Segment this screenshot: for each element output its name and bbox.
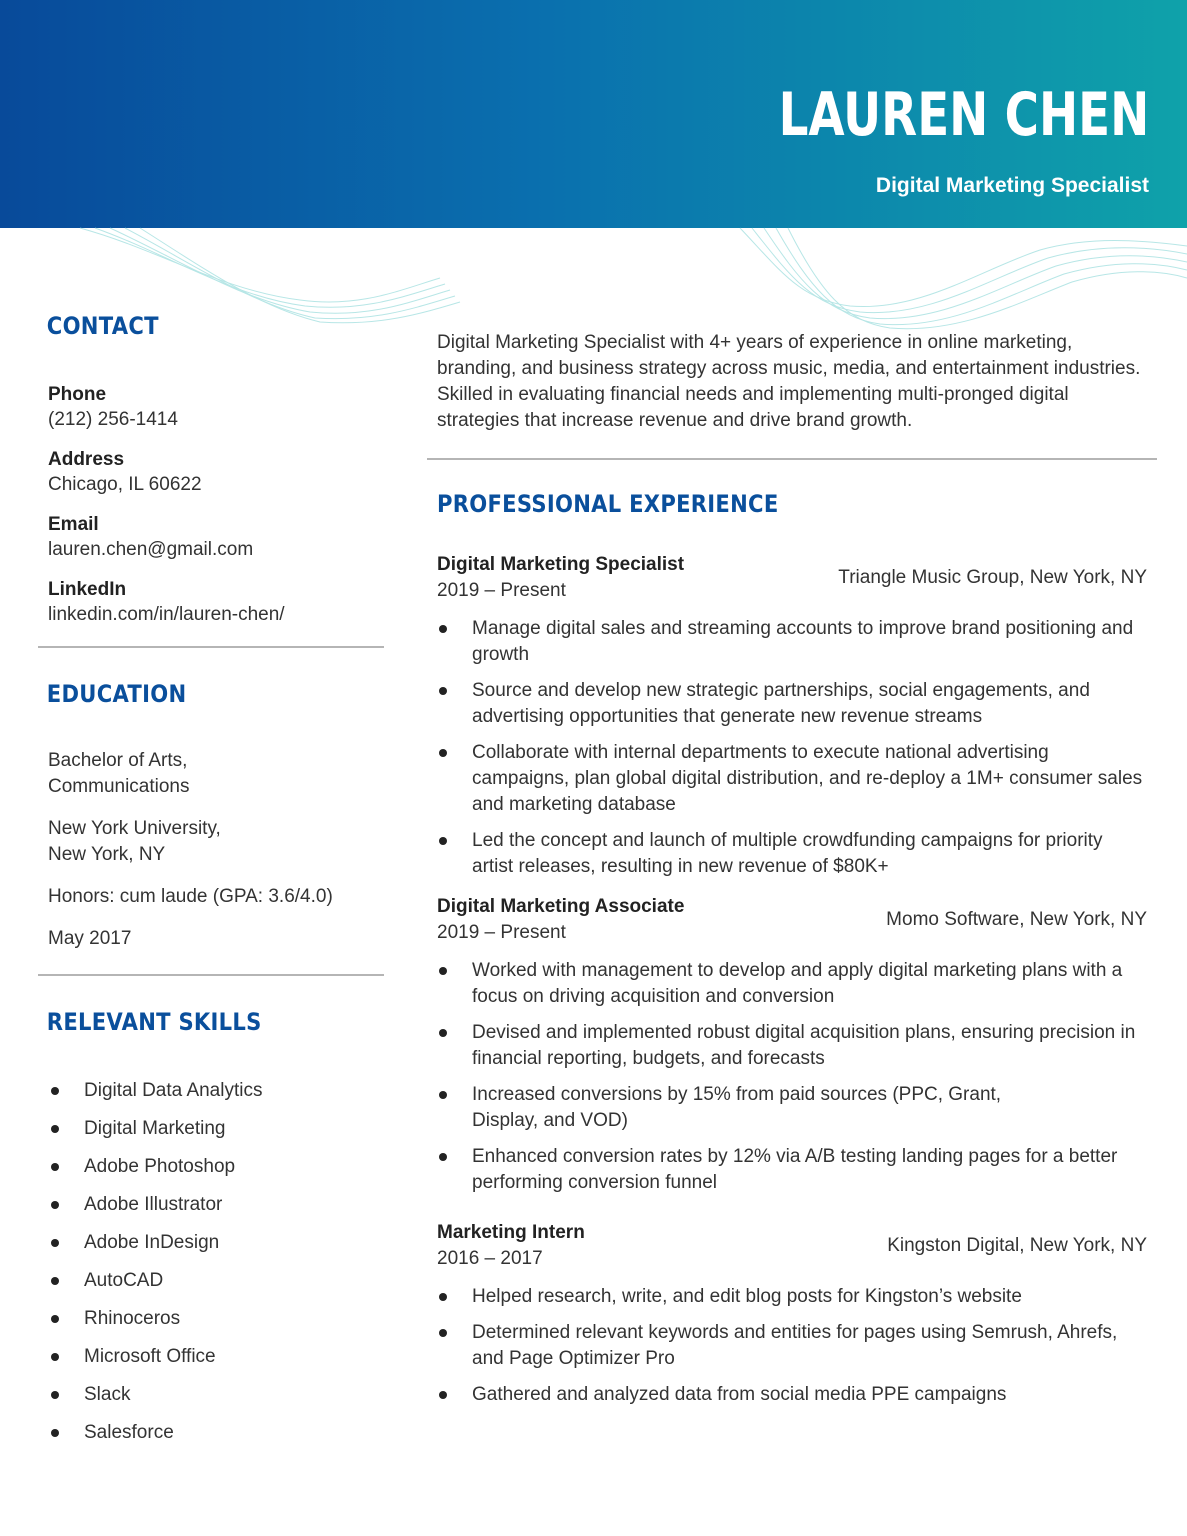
divider [38,974,384,976]
address-value: Chicago, IL 60622 [48,474,202,495]
divider [427,458,1157,460]
job-bullets [437,1284,1147,1408]
skill-item: Salesforce [48,1420,384,1446]
skill-item: Digital Data Analytics [48,1078,384,1104]
skill-item: Rhinoceros [48,1306,384,1332]
right-column [427,330,1157,1418]
job-company: Momo Software, New York, NY [886,909,1147,930]
skill-item: Microsoft Office [48,1344,384,1370]
linkedin-label: LinkedIn [48,579,127,600]
contact-phone [48,382,384,433]
divider [38,646,384,648]
job-bullet: Enhanced conversion rates by 12% via A/B testing landing pages for a better performing conversion funnel [437,1144,1147,1196]
job-bullets [437,616,1147,880]
job-entry [437,1220,1147,1408]
education-school: New York University, New York, NY [48,818,221,865]
education-honors: Honors: cum laude (GPA: 3.6/4.0) [48,886,333,907]
job-bullet: Gathered and analyzed data from social media PPE campaigns [437,1382,1147,1408]
job-bullet: Determined relevant keywords and entities for pages using Semrush, Ahrefs, and Page Optimizer Pro [437,1320,1147,1372]
education-date: May 2017 [48,928,132,949]
job-bullet: Source and develop new strategic partnerships, social engagements, and advertising opportunities that generate new revenue streams [437,678,1147,730]
contact-address [48,447,384,498]
job-bullet: Devised and implemented robust digital acquisition plans, ensuring precision in financial reporting, budgets, and forecasts [437,1020,1147,1072]
education-heading: EDUCATION [46,680,187,708]
email-value[interactable]: lauren.chen@gmail.com [48,539,254,560]
job-entry [437,552,1147,880]
job-bullet: Increased conversions by 15% from paid sources (PPC, Grant, Display, and VOD) [437,1082,1032,1134]
education-degree: Bachelor of Arts, Communications [48,750,190,797]
job-header [437,1220,1147,1274]
job-company: Kingston Digital, New York, NY [887,1235,1147,1256]
summary-paragraph: Digital Marketing Specialist with 4+ years of experience in online marketing, branding, and business strategy across music, media, and entertainment industries. Skilled in evaluating financial needs and implementing multi-pronged digital strategies that increase revenue and drive brand growth. [437,332,1141,431]
job-company: Triangle Music Group, New York, NY [838,567,1147,588]
job-bullet: Worked with management to develop and apply digital marketing plans with a focus on driving acquisition and conversion [437,958,1147,1010]
job-title: Digital Marketing Specialist [437,554,685,575]
job-header [437,552,1147,606]
contact-list [38,382,384,628]
job-entry [437,894,1147,1196]
job-bullet: Led the concept and launch of multiple crowdfunding campaigns for priority artist releases, resulting in new revenue of $80K+ [437,828,1147,880]
phone-label: Phone [48,384,107,405]
job-bullet: Manage digital sales and streaming accounts to improve brand positioning and growth [437,616,1147,668]
job-bullet: Collaborate with internal departments to execute national advertising campaigns, plan global digital distribution, and re-deploy a 1M+ consumer sales and marketing database [437,740,1147,818]
job-dates: 2019 – Present [437,922,566,943]
job-header [437,894,1147,948]
skill-item: Adobe Illustrator [48,1192,384,1218]
skill-item: Adobe Photoshop [48,1154,384,1180]
skill-item: Digital Marketing [48,1116,384,1142]
job-dates: 2019 – Present [437,580,566,601]
job-bullets [437,958,1147,1196]
linkedin-value[interactable]: linkedin.com/in/lauren-chen/ [48,604,285,625]
candidate-name: LAUREN CHEN [778,80,1149,150]
experience-heading: PROFESSIONAL EXPERIENCE [437,490,779,518]
job-title: Digital Marketing Associate [437,896,685,917]
phone-value: (212) 256-1414 [48,409,178,430]
job-bullet: Helped research, write, and edit blog posts for Kingston’s website [437,1284,1147,1310]
skills-heading: RELEVANT SKILLS [46,1008,262,1036]
candidate-title: Digital Marketing Specialist [875,174,1149,197]
education-block [38,748,384,952]
contact-heading: CONTACT [46,312,159,340]
skill-item: AutoCAD [48,1268,384,1294]
skill-item: Slack [48,1382,384,1408]
email-label: Email [48,514,99,535]
decorative-waves [0,0,1187,330]
job-title: Marketing Intern [437,1222,585,1243]
address-label: Address [48,449,125,470]
skills-list [38,1078,384,1446]
skill-item: Adobe InDesign [48,1230,384,1256]
left-column [38,312,384,1458]
contact-email [48,512,384,563]
job-dates: 2016 – 2017 [437,1248,543,1269]
contact-linkedin [48,577,384,628]
